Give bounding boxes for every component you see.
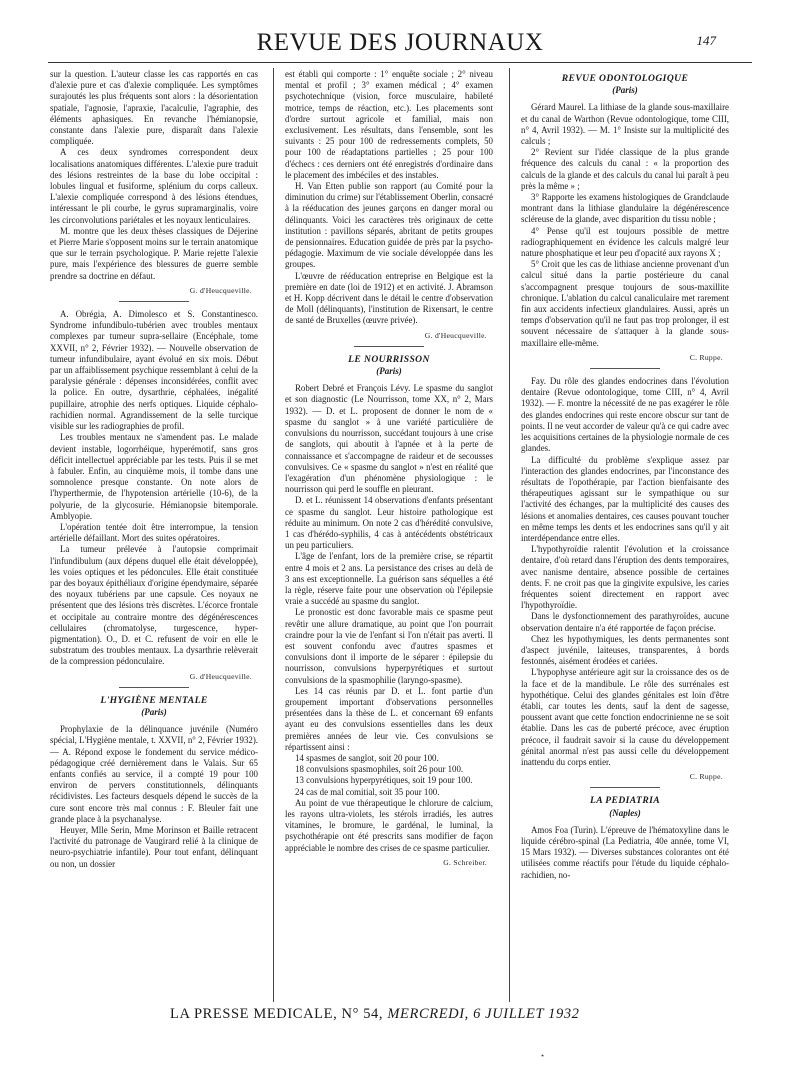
paragraph: 3° Rapporte les examens histologiques de Grandclaude montrant dans la lithiase glandulaire la dégénérescence scléreuse de la glande, avec disparition du tissu noble ; [521, 192, 729, 225]
paragraph: Les 14 cas réunis par D. et L. font partie d'un groupement important d'observations personnelles présentées dans la thèse de L. et concernant 69 enfants ayant eu des convulsions essentielles dans les deux premières années de leur vie. Ces convulsions se répartissent ainsi : [285, 685, 493, 752]
footer-journal: LA PRESSE MEDICALE, N° 54, [170, 1006, 384, 1022]
paragraph: D. et L. réunissent 14 observations d'enfants présentant ce spasme du sanglot. Leur histoire pathologique est réduite au minimum. On note 2 cas d'hérédité convulsive, 1 cas d'hérédo-syphilis, 4 cas à antécédents obstétricaux un peu particuliers. [285, 495, 493, 551]
paragraph: sur la question. L'auteur classe les cas rapportés en cas d'alexie pure et cas d'alexie compliquée. Les symptômes surajoutés les plus fréquents sont alors : la désorientation spatiale, l'agnosie, l'apraxie, l'acalculie, l'agraphie, des éléments aphasiques. En revanche l'hémianopsie, constante dans l'alexie pure, disparaît dans l'alexie compliquée. [50, 69, 258, 147]
section-heading: LE NOURRISSON [348, 353, 430, 365]
paragraph: La difficulté du problème s'explique assez par l'interaction des glandes endocrines, par l'inconstance des résultats de l'opothérapie, par l'action bienfaisante des thérapeutiques agissant sur le sympathique ou sur l'activité des échanges, par la multiplicité des causes des lésions et anomalies dentaires, ces causes pouvant toucher en même temps les dents et les endocrines sans qu'il y ait interdépendance entre elles. [521, 454, 729, 543]
column-divider [273, 68, 274, 1002]
footer-date: MERCREDI, 6 JUILLET 1932 [387, 1006, 580, 1022]
paragraph: Fay. Du rôle des glandes endocrines dans l'évolution dentaire (Revue odontologique, tome CIII, n° 4, Avril 1932). — F. montre la nécessité de ne pas exagérer le rôle des glandes endocrines qui reste encore obscur sur tant de points. Il ne veut accorder de valeur qu'à ce qui cadre avec les acquisitions certaines de la physiologie normale de ces glandes. [521, 376, 729, 454]
author-signature: G. d'Heucqueville. [189, 671, 252, 681]
paragraph: 5° Croit que les cas de lithiase ancienne provenant d'un calcul situé dans la partie postérieure du canal s'accompagnent presque toujours de sous-maxillite chronique. L'ablation du calcul canaliculaire met rarement fin aux accidents infectieux glandulaires. Aussi, après un temps d'observation qu'il ne faut pas trop prolonger, il est souvent nécessaire de s'attaquer à la glande sous-maxillaire elle-même. [521, 259, 729, 348]
section-location: (Paris) [376, 366, 402, 377]
paragraph: Amos Foa (Turin). L'épreuve de l'hématoxyline dans le liquide cérébro-spinal (La Pediatria, 40e année, tome VI, 15 Mars 1932). — Diverses substances colorantes ont été utilisées comme réactifs pour l'étude du liquide céphalo-rachidien, no- [521, 824, 729, 880]
section-location: (Naples) [609, 807, 641, 818]
paragraph: L'œuvre de rééducation entreprise en Belgique est la première en date (loi de 1912) et en activité. J. Abramson et H. Kopp décrivent dans le détail le centre d'observation de Moll (délinquants), l'institution de Rixensart, le centre de santé de Bruxelles (œuvre privée). [285, 270, 493, 326]
paragraph: 24 cas de mal comitial, soit 35 pour 100. [295, 786, 440, 797]
header-rule [48, 62, 752, 63]
paragraph: 13 convulsions hyperpyrétiques, soit 19 pour 100. [295, 775, 473, 786]
paragraph: La tumeur prélevée à l'autopsie comprimait l'infundibulum (aux dépens duquel elle était développée), les voies optiques et les pédoncules. Elle était constituée par des boyaux épithéliaux d'origine épendymaire, séparée des noyaux tubériens par une capsule. Ces noyaux ne présentent que des lésions très discrètes. L'écorce frontale et occipitale au contraire montre des dégénérescences cellulaires (chromatolyse, turgescence, hyper-pigmentation). O., D. et C. refusent de voir en elle le substratum des troubles mentaux. La dysarthrie relèverait de la compression pédonculaire. [50, 544, 258, 667]
page-number: 147 [696, 33, 716, 48]
section-heading: LA PEDIATRIA [589, 795, 661, 807]
paragraph: Le pronostic est donc favorable mais ce spasme peut revêtir une allure dramatique, au point que l'on pourrait craindre pour la vie de l'enfant si l'on n'était pas averti. Il est souvent confondu avec d'autres spasmes et convulsions dont il importe de le séparer : épilepsie du nourrisson, convulsions hyperpyrétiques et surtout convulsions de la spasmophilie (laryngo-spasme). [285, 607, 493, 685]
paragraph: est établi qui comporte : 1° enquête sociale ; 2° niveau mental et profil ; 3° examen médical ; 4° examen psychotechnique (vision, force musculaire, habileté motrice, temps de réaction, etc.). Les placements sont d'ordre surtout agricole et familial, mais non exclusivement. Les résultats, dans l'ensemble, sont les suivants : 25 pour 100 de redressements complets, 50 pour 100 de réadaptations partielles ; 25 pour 100 d'échecs : ces derniers ont été enregistrés d'ordinaire dans le placement des imbéciles et des instables. [285, 69, 493, 180]
paragraph: Dans le dysfonctionnement des parathyroïdes, aucune observation dentaire n'a été rapportée de façon précise. [521, 611, 729, 633]
paragraph: Les troubles mentaux ne s'amendent pas. Le malade devient instable, logorrhéique, hyperémotif, sans gros déficit intellectuel appréciable par les tests. Puis il se met à fabuler. Enfin, au cinquième mois, il tombe dans une somnolence presque constante. On note alors de l'hyperthermie, de l'hypotension artérielle (10-6), de la polyurie, de la glycosurie. Hémianopsie bitemporale. Amblyopie. [50, 432, 258, 521]
paragraph: M. montre que les deux thèses classiques de Déjerine et Pierre Marie s'opposent moins sur le terrain anatomique que sur le terrain psychologique. P. Marie rejette l'alexie pure, mais l'expérience des blessures de guerre semble prendre sa doctrine en défaut. [50, 225, 258, 281]
paragraph: A. Obrégia, A. Dimolesco et S. Constantinesco. Syndrome infundibulo-tubérien avec troubles mentaux complexes par tumeur supra-sellaire (Encéphale, tome XXVII, n° 2, Février 1932). — Nouvelle observation de tumeur infundibulaire, ayant évolué en six mois. Début par un affaiblissement psychique ressemblant à celui de la paralysie générale : dépenses inconsidérées, conflit avec la police. En outre, dysarthrie, céphalées, inégalité pupillaire, atrophie des nerfs optiques. Liquide céphalo-rachidien normal. Agrandissement de la selle turcique visible sur les radiographies de profil. [50, 309, 258, 432]
page-footer [170, 1006, 580, 1023]
section-location: (Paris) [612, 85, 638, 96]
paragraph: 4° Pense qu'il est toujours possible de mettre radiographiquement en évidence les calculs malgré leur nature phosphatique et leur peu d'opacité aux rayons X ; [521, 225, 729, 259]
section-heading: REVUE ODONTOLOGIQUE [561, 73, 689, 84]
page-title: REVUE DES JOURNAUX [256, 29, 544, 56]
section-separator [590, 787, 660, 788]
author-signature: C. Ruppe. [689, 352, 723, 362]
paragraph: Prophylaxie de la délinquance juvénile (Numéro spécial, L'Hygiène mentale, t. XXVII, n° 2, Février 1932). — A. Répond expose le fondement du service médico-pédagogique créé dernièrement dans le Valais. Sur 65 enfants confiés au service, il a compté 19 pour 100 environ de pervers constitutionnels, délinquants récidivistes. Les facteurs desquels dépend le succès de la cure sont encore très mal connus : F. Bleuler fait une grande place à la psychanalyse. [50, 724, 258, 824]
paragraph: A ces deux syndromes correspondent deux localisations anatomiques différentes. L'alexie pure traduit des lésions restreintes de la base du lobe occipital : lobules lingual et fusiforme, splénium du corps calleux. L'alexie compliquée correspond à des lésions étendues, intéressant le pli courbe, le gyrus supramarginalis, voire les circonvolutions pariétales et les noyaux lenticulaires. [50, 147, 258, 225]
paragraph: Heuyer, Mlle Serin, Mme Morinson et Baille retracent l'activité du patronage de Vaugirard relié à la clinique de neuro-psychiatrie infantile). Pour tout enfant, délinquant ou non, un dossier [50, 825, 258, 869]
paragraph: 2° Revient sur l'idée classique de la plus grande fréquence des calculs du canal : « la proportion des calculs de la glande et des calculs du canal lui paraît à peu près la même » ; [521, 147, 729, 191]
section-separator [354, 346, 424, 347]
paragraph: Robert Debré et François Lévy. Le spasme du sanglot et son diagnostic (Le Nourrisson, tome XX, n° 2, Mars 1932). — D. et L. proposent de donner le nom de « spasme du sanglot » à une variété particulière de convulsions du nourrisson, succédant toujours à une crise de sanglots, qui aboutit à l'apnée et à la perte de connaissance et s'accompagne de raideur et de secousses convulsives. Ce « spasme du sanglot » n'est en réalité que l'exagération d'un phénomène physiologique : le nourrisson qui perd le souffle en pleurant. [285, 383, 493, 495]
ornament-mark: ⋆ [540, 1051, 546, 1060]
column-right [521, 69, 729, 881]
paragraph: H. Van Etten publie son rapport (au Comité pour la diminution du crime) sur l'établissement Oberlin, consacré à la rééducation des jeunes garçons en danger moral ou délinquants. Voici les caractères très originaux de cette institution : pavillons séparés, abritant de petits groupes de pensionnaires. Education guidée de près par la psycho-pédagogie. Maximum de vie sociale développée dans les groupes. [285, 181, 493, 270]
section-separator [119, 687, 189, 688]
section-location: (Paris) [141, 706, 167, 717]
section-separator [590, 368, 660, 369]
author-signature: C. Ruppe. [689, 772, 723, 782]
section-separator [119, 301, 189, 302]
section-heading: L'HYGIÈNE MENTALE [100, 694, 208, 706]
paragraph: L'hypothyroïdie ralentit l'évolution et la croissance dentaire, d'où retard dans l'éruption des dents temporaires, avec nanisme dentaire, absence possible de certaines dents. F. ne croit pas que la gingivite expulsive, les caries fréquentes soient directement en rapport avec l'hypothyroïdie. [521, 544, 729, 611]
paragraph: Gérard Maurel. La lithiase de la glande sous-maxillaire et du canal de Warthon (Revue odontologique, tome CIII, n° 4, Avril 1932). — M. 1° Insiste sur la multiplicité des calculs ; [521, 102, 729, 147]
author-signature: G. d'Heucqueville. [424, 330, 487, 340]
paragraph: L'âge de l'enfant, lors de la première crise, se répartit entre 4 mois et 2 ans. La persistance des crises au delà de 3 ans est exceptionnelle. La guérison sans séquelles a été la règle, réserve faite pour une observation où l'épilepsie vraie a succédé au spasme du sanglot. [285, 551, 493, 607]
column-middle [285, 69, 493, 872]
author-signature: G. Schreiber. [443, 857, 487, 867]
paragraph: 14 spasmes de sanglot, soit 20 pour 100. [295, 752, 439, 763]
column-divider [509, 68, 510, 1002]
author-signature: G. d'Heucqueville. [189, 285, 252, 295]
paragraph: L'hypophyse antérieure agit sur la croissance des os de la face et de la mandibule. Le rôle des surrénales est hypothétique. Celui des glandes génitales est loin d'être établi, car toutes les dents, sauf la dent de sagesse, poussent avant que cette fonction endocrinienne ne se soit établie. Dans les cas de puberté précoce, avec éruption précoce, il faudrait savoir si la cause du développement génital anormal n'est pas aussi celle du développement inattendu du corps entier. [521, 667, 729, 767]
paragraph: Au point de vue thérapeutique le chlorure de calcium, les rayons ultra-violets, les stérols irradiés, les autres vitamines, le bromure, le gardénal, le luminal, la psychothérapie ont été prescrits sans modifier de façon appréciable le nombre des crises de ce spasme particulier. [285, 797, 493, 853]
column-left [50, 69, 258, 870]
paragraph: L'opération tentée doit être interrompue, la tension artérielle défaillant. Mort des suites opératoires. [50, 521, 258, 544]
paragraph: 18 convulsions spasmophiles, soit 26 pour 100. [295, 764, 464, 775]
paragraph: Chez les hypothymiques, les dents permanentes sont d'aspect juvénile, laiteuses, transparentes, à bords festonnés, aisément érodées et cariées. [521, 633, 729, 667]
